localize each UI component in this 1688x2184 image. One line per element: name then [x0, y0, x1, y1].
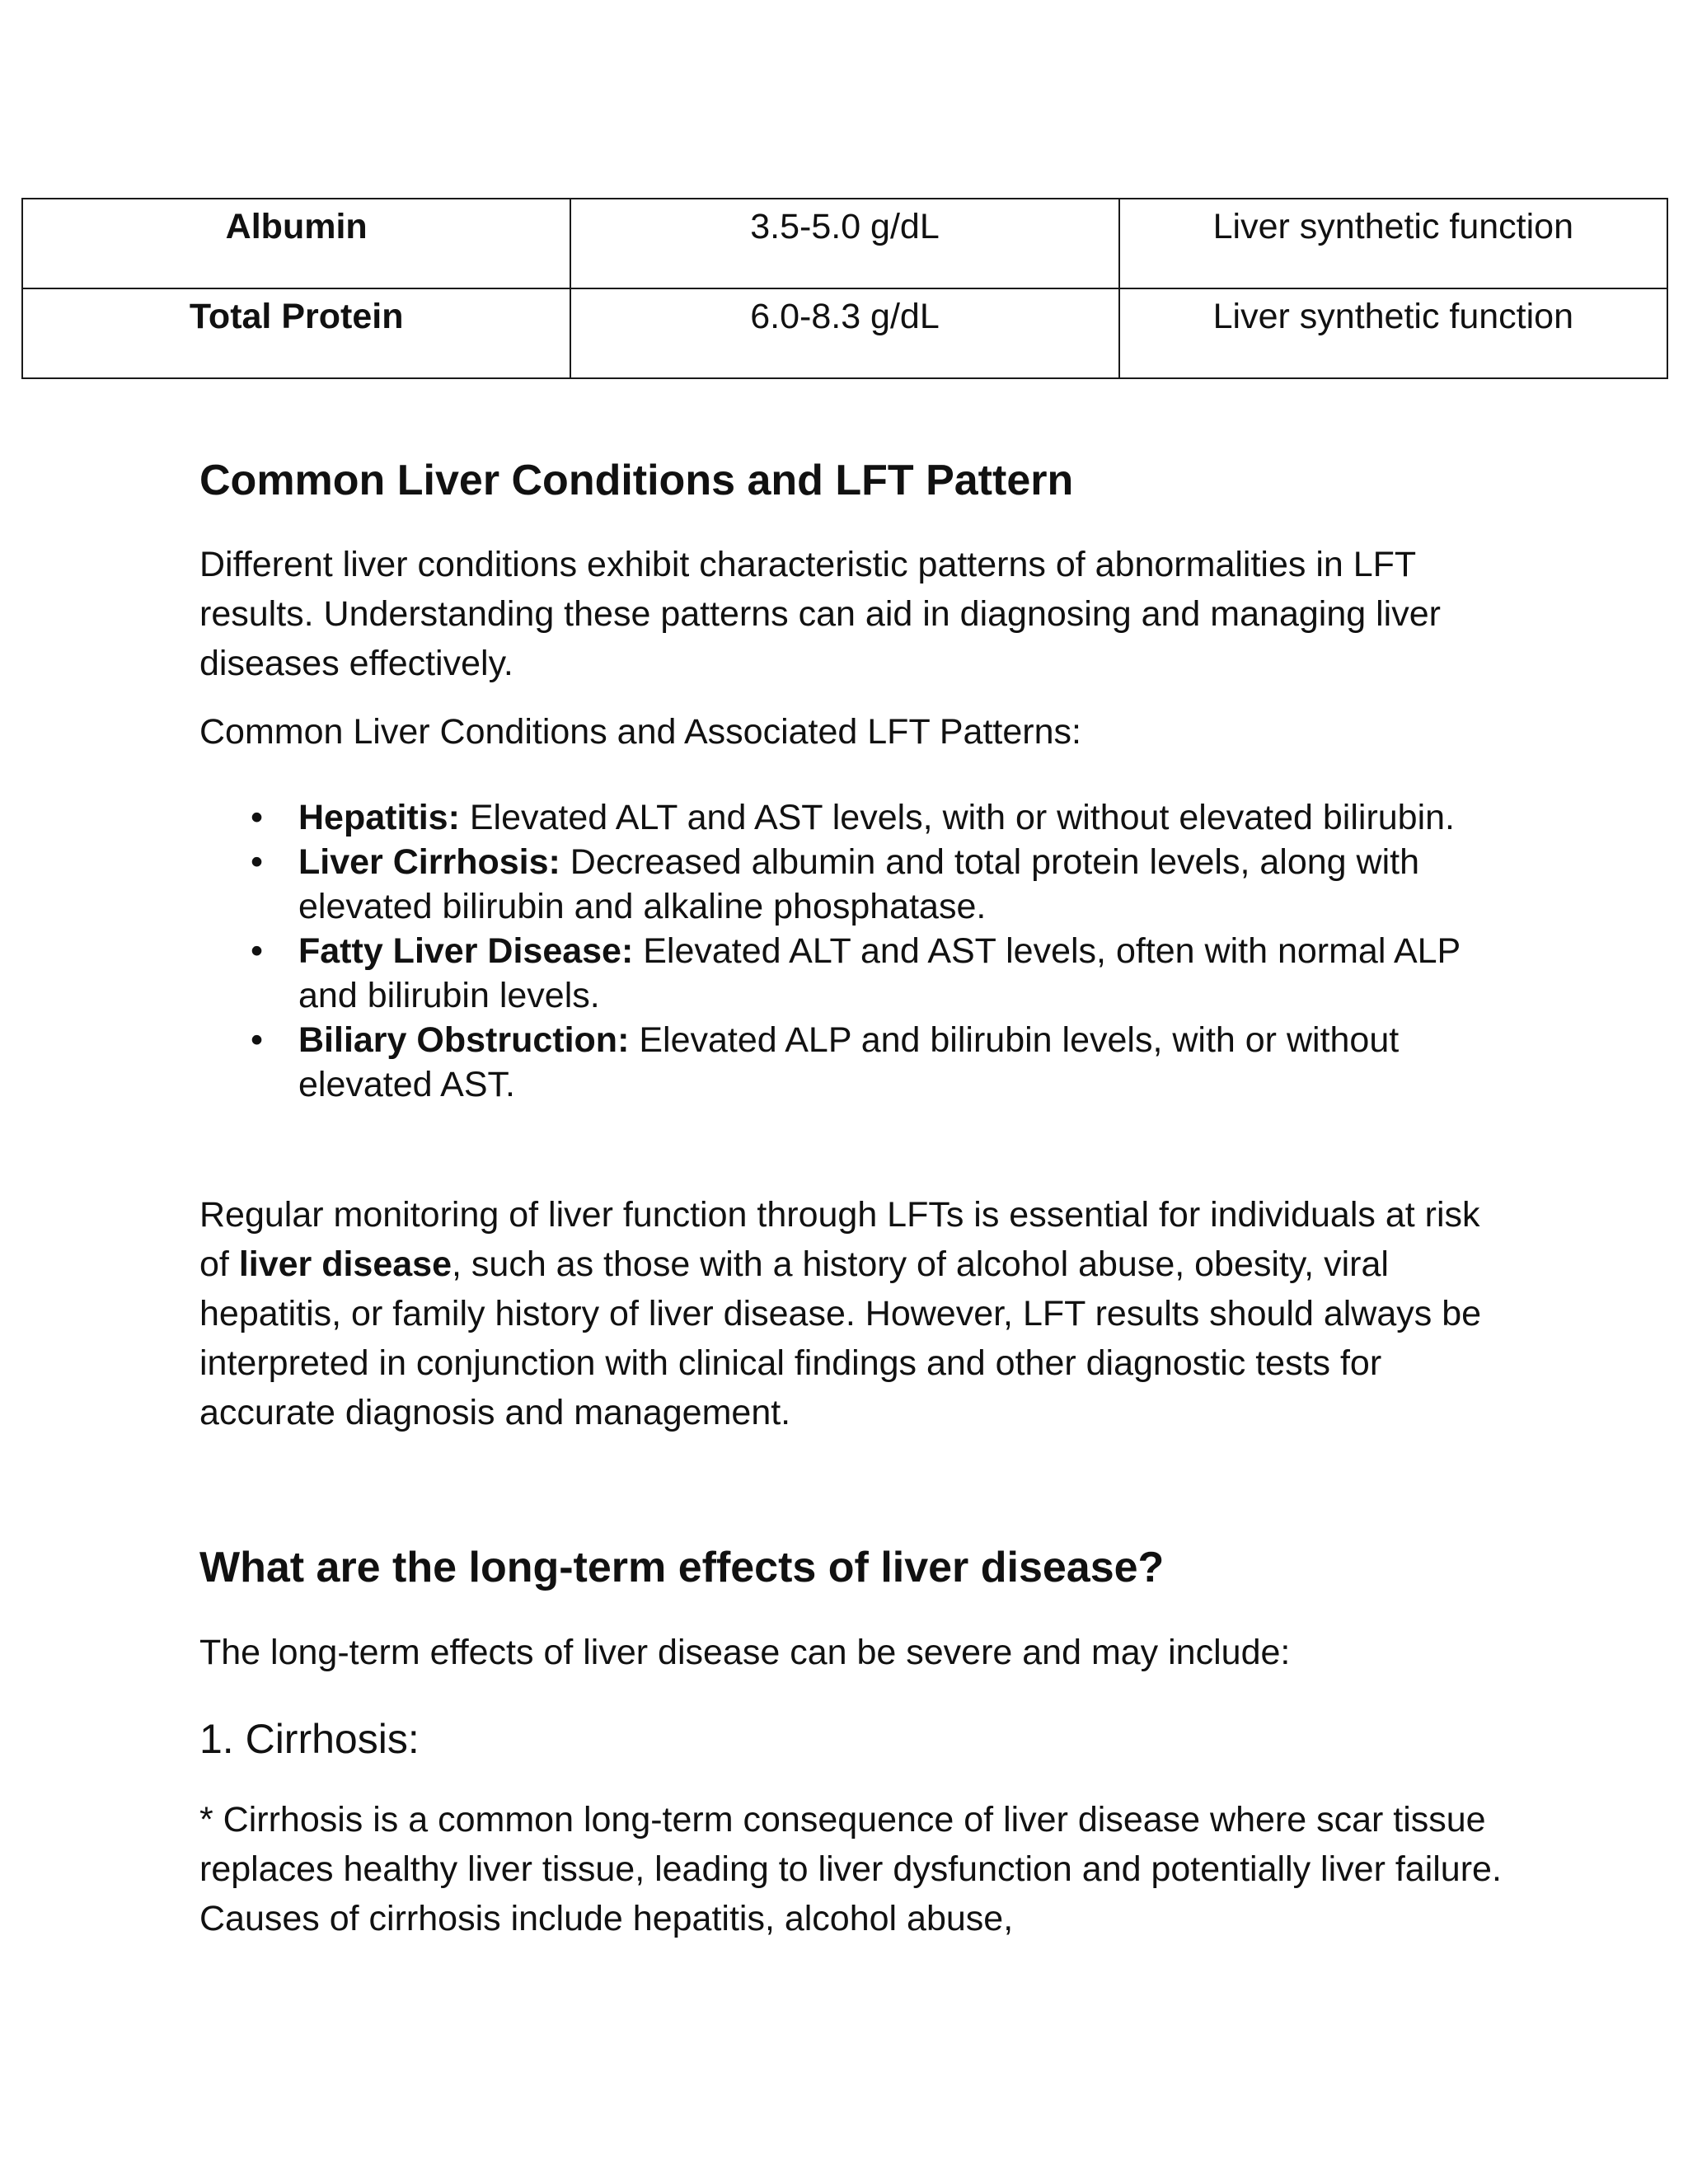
conditions-list-intro: Common Liver Conditions and Associated LFT Patterns: — [199, 712, 1081, 752]
condition-name: Fatty Liver Disease: — [298, 931, 634, 971]
purpose-cell: Liver synthetic function — [1119, 199, 1667, 288]
list-item — [298, 929, 1518, 1018]
cirrhosis-paragraph: * Cirrhosis is a common long-term consequence of liver disease where scar tissue replaces healthy liver tissue, leading to liver dysfunction and potentially liver failure. Causes of cirrhosis include hepatitis, alcohol abuse, — [199, 1800, 1502, 1938]
section-heading-long-term-effects: What are the long-term effects of liver disease? — [199, 1544, 1165, 1591]
list-item — [298, 1018, 1518, 1107]
lab-values-table — [21, 198, 1668, 379]
test-name-cell: Total Protein — [22, 288, 570, 378]
monitoring-paragraph — [199, 1190, 1518, 1437]
reference-range-cell: 6.0-8.3 g/dL — [570, 288, 1118, 378]
condition-text: Elevated ALP and bilirubin levels, with or without elevated AST. — [298, 1020, 1400, 1104]
cirrhosis-subheading: 1. Cirrhosis: — [199, 1716, 420, 1762]
table-row — [22, 288, 1667, 378]
conditions-intro-paragraph: Different liver conditions exhibit characteristic patterns of abnormalities in LFT results. Understanding these patterns can aid in diagnosing and managing liver diseases effectively. — [199, 545, 1441, 683]
monitoring-text-bold: liver disease — [238, 1244, 452, 1284]
condition-text: Elevated ALT and AST levels, with or without elevated bilirubin. — [459, 798, 1456, 837]
purpose-cell: Liver synthetic function — [1119, 288, 1667, 378]
monitoring-text-end: , such as those with a history of alcohol abuse, obesity, viral hepatitis, or family history of liver disease. However, LFT results should always be interpreted in conjunction with clinical findings and other diagnostic tests for accurate diagnosis and management. — [199, 1244, 1482, 1432]
condition-name: Liver Cirrhosis: — [298, 842, 560, 882]
section-heading-liver-conditions: Common Liver Conditions and LFT Pattern — [199, 457, 1074, 504]
condition-name: Hepatitis: — [298, 798, 460, 837]
list-item — [298, 795, 1518, 840]
table-row — [22, 199, 1667, 288]
conditions-list — [199, 795, 1518, 1107]
condition-name: Biliary Obstruction: — [298, 1020, 630, 1060]
monitoring-text-start: Regular monitoring of liver function through LFTs is essential for individuals at risk of — [199, 1195, 1480, 1284]
long-term-intro-paragraph: The long-term effects of liver disease can be severe and may include: — [199, 1633, 1291, 1672]
condition-text: Elevated ALT and AST levels, often with normal ALP and bilirubin levels. — [298, 931, 1461, 1015]
reference-range-cell: 3.5-5.0 g/dL — [570, 199, 1118, 288]
condition-text: Decreased albumin and total protein levels, along with elevated bilirubin and alkaline phosphatase. — [298, 842, 1419, 926]
test-name-cell: Albumin — [22, 199, 570, 288]
list-item — [298, 840, 1518, 929]
